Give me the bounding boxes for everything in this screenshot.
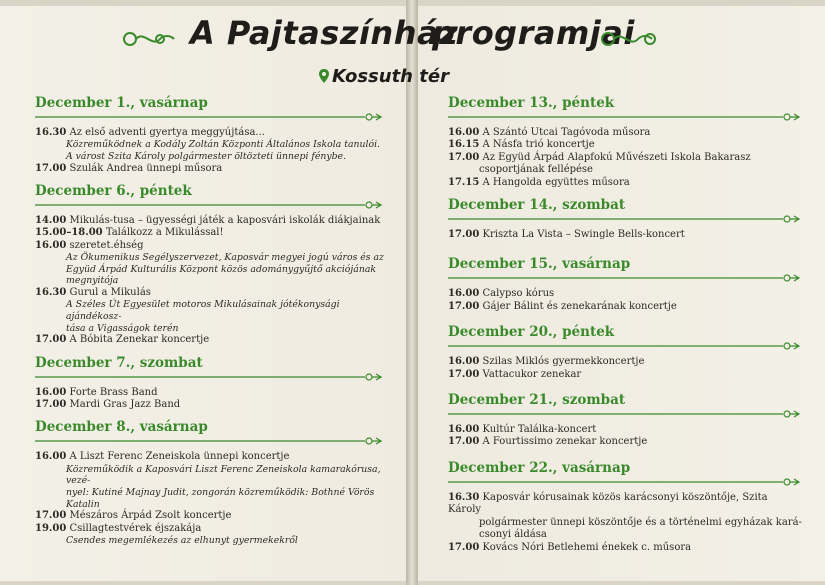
day-heading: December 15., vasárnap [448, 256, 631, 273]
day-section [448, 391, 803, 449]
item-note: Együd Árpád Kulturális Központ közös adománygyűjtő akciójának [66, 263, 376, 275]
list-item: 17.00 Vattacukor zenekar [448, 368, 582, 380]
day-heading: December 7., szombat [35, 354, 203, 371]
day-section [448, 459, 803, 554]
day-section [448, 94, 803, 189]
list-item: 17.00 Kriszta La Vista – Swingle Bells-koncert [448, 229, 685, 241]
item-note: nyel: Kutiné Majnay Judit, zongorán közreműködik: Bothné Vörös Katalin [66, 487, 375, 510]
swirl-ornament-right-icon [598, 26, 660, 52]
item-note: megnyitója [66, 275, 119, 287]
heading-rule [448, 341, 803, 351]
list-item: 16.00 Kultúr Találka-koncert [448, 424, 597, 436]
list-item: 16.00 Szilas Miklós gyermekkoncertje [448, 356, 645, 368]
day-heading: December 21., szombat [448, 392, 626, 409]
item-note: Csendes megemlékezés az elhunyt gyermekekről [66, 535, 298, 546]
list-item: 16.30 Kaposvár kórusainak közös karácsonyi köszöntője, Szita Károly [448, 491, 768, 516]
item-note: Az Ökumenikus Segélyszervezet, Kaposvár megyei jogú város és az [66, 252, 384, 264]
heading-rule [35, 372, 385, 382]
item-note: tása a Vigasságok terén [66, 322, 179, 334]
day-heading: December 1., vasárnap [35, 95, 208, 111]
day-heading: December 14., szombat [448, 197, 626, 214]
location-pin-icon [318, 68, 330, 84]
day-heading: December 13., péntek [448, 95, 615, 111]
list-item: 19.00 Csillagtestvérek éjszakája [35, 522, 202, 534]
day-heading: December 20., péntek [448, 324, 615, 341]
list-item: 17.00 Szulák Andrea ünnepi műsora [35, 162, 223, 174]
list-item: 17.00 A Bóbita Zenekar koncertje [35, 334, 210, 346]
list-item: 17.00 Kovács Nóri Betlehemi énekek c. műsora [448, 541, 692, 553]
item-note: Közreműködnek a Kodály Zoltán Központi Általános Iskola tanulói. [66, 139, 381, 151]
day-heading: December 6., péntek [35, 183, 192, 199]
list-item: 17.00 Mészáros Árpád Zsolt koncertje [35, 510, 232, 522]
item-continuation: csoportjának fellépése [479, 164, 593, 176]
day-heading: December 22., vasárnap [448, 459, 631, 476]
list-item: 17.00 A Fourtissimo zenekar koncertje [448, 436, 648, 448]
list-item: 16.30 Az első adventi gyertya meggyújtása... [35, 127, 265, 138]
item-continuation: csonyi áldása [479, 529, 547, 541]
heading-rule [448, 477, 803, 487]
list-item: 17.00 Gájer Bálint és zenekarának koncertje [448, 300, 677, 312]
location-subtitle: Kossuth tér [332, 66, 449, 87]
right-schedule-column [448, 94, 803, 554]
day-section [448, 196, 803, 241]
list-item: 16.30 Gurul a Mikulás [35, 287, 151, 298]
title-part-2: programjai [432, 14, 635, 52]
heading-rule [448, 273, 803, 283]
left-schedule-column [35, 94, 385, 547]
item-note: Közreműködik a Kaposvári Liszt Ferenc Zeneiskola kamarakórusa, vezé- [66, 463, 381, 487]
day-section [35, 354, 385, 412]
list-item: 17.00 Az Együd Árpád Alapfokú Művészeti Iskola Bakarasz [448, 151, 751, 163]
swirl-ornament-left-icon [120, 26, 180, 52]
heading-rule [448, 214, 803, 224]
day-section [448, 323, 803, 381]
day-heading: December 8., vasárnap [35, 419, 208, 436]
item-continuation: polgármester ünnepi köszöntője és a történelmi egyházak kará- [479, 516, 802, 528]
day-section [35, 182, 385, 347]
item-note: A Széles Út Egyesület motoros Mikulásainak jótékonysági ajándékosz- [66, 299, 340, 322]
book-spine [406, 0, 418, 585]
list-item: 16.00 Calypso kórus [448, 288, 555, 300]
day-section [448, 255, 803, 313]
heading-rule [448, 409, 803, 419]
list-item: 15.00–18.00 Találkozz a Mikulással! [35, 227, 224, 239]
list-item: 17.15 A Hangolda együttes műsora [448, 176, 630, 188]
list-item: 16.00 A Liszt Ferenc Zeneiskola ünnepi koncertje [35, 451, 290, 463]
list-item: 16.15 A Násfa trió koncertje [448, 139, 595, 151]
title-part-1: A Pajtaszínház [190, 14, 459, 52]
heading-rule [35, 436, 385, 446]
list-item: 17.00 Mardi Gras Jazz Band [35, 399, 181, 410]
list-item: 16.00 A Szántó Utcai Tagóvoda műsora [448, 127, 651, 138]
heading-rule [35, 112, 385, 122]
list-item: 16.00 Forte Brass Band [35, 386, 158, 398]
list-item: 16.00 szeretet.éhség [35, 239, 144, 251]
item-note: A várost Szita Károly polgármester öltözteti ünnepi fénybe. [66, 151, 346, 162]
heading-rule [35, 200, 385, 210]
day-section [35, 94, 385, 175]
list-item: 14.00 Mikulás-tusa – ügyességi játék a kaposvári iskolák diákjainak [35, 215, 381, 226]
heading-rule [448, 112, 803, 122]
day-section [35, 418, 385, 546]
